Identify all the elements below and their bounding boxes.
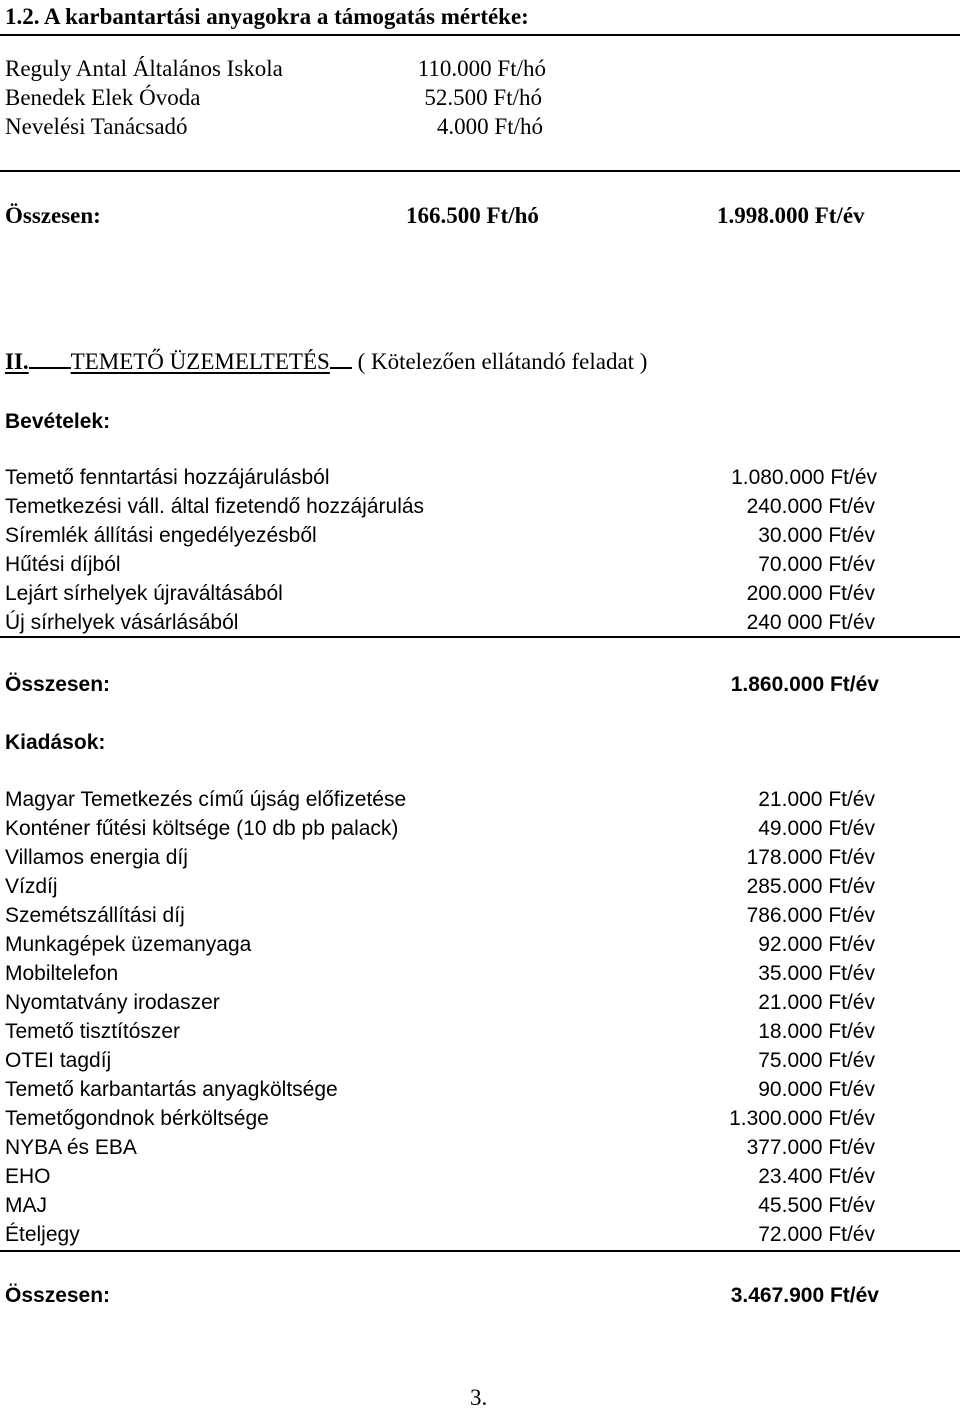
expense-value: 786.000 Ft/év: [746, 904, 875, 927]
income-label: Hűtési díjból: [5, 553, 121, 576]
expense-label: Vízdíj: [5, 875, 58, 898]
expense-value: 1.300.000 Ft/év: [729, 1107, 875, 1130]
expense-label: Magyar Temetkezés című újság előfizetése: [5, 788, 407, 811]
support-total-rule: [0, 170, 960, 172]
expense-label: MAJ: [5, 1194, 47, 1217]
expense-label: Szemétszállítási díj: [5, 904, 185, 927]
income-value: 70.000 Ft/év: [758, 553, 875, 576]
income-value: 200.000 Ft/év: [746, 582, 875, 605]
support-label: Benedek Elek Óvoda: [5, 85, 201, 110]
income-heading: Bevételek:: [5, 410, 111, 433]
income-value: 240.000 Ft/év: [746, 495, 875, 518]
support-label: Reguly Antal Általános Iskola: [5, 56, 283, 81]
expense-value: 21.000 Ft/év: [758, 991, 875, 1014]
expense-label: EHO: [5, 1165, 51, 1188]
expense-value: 72.000 Ft/év: [758, 1223, 875, 1246]
expense-value: 21.000 Ft/év: [758, 788, 875, 811]
income-label: Új sírhelyek vásárlásából: [5, 611, 239, 634]
expense-label: OTEI tagdíj: [5, 1049, 112, 1072]
support-total-month: 166.500 Ft/hó: [406, 203, 539, 228]
expense-total-value: 3.467.900 Ft/év: [730, 1284, 879, 1307]
expense-value: 178.000 Ft/év: [746, 846, 875, 869]
income-label: Temető fenntartási hozzájárulásból: [5, 466, 330, 489]
expense-label: Ételjegy: [5, 1223, 80, 1246]
cemetery-note: ( Kötelezően ellátandó feladat ): [357, 349, 648, 374]
expense-label: Konténer fűtési költsége (10 db pb palack): [5, 817, 399, 840]
cemetery-title: TEMETŐ ÜZEMELTETÉS: [70, 349, 330, 374]
cemetery-heading: [5, 347, 647, 376]
page-number: 3.: [470, 1385, 488, 1410]
expense-value: 75.000 Ft/év: [758, 1049, 875, 1072]
expense-label: Temető tisztítószer: [5, 1020, 181, 1043]
heading-underline-tail: [330, 347, 352, 369]
expense-label: NYBA és EBA: [5, 1136, 137, 1159]
income-label: Lejárt sírhelyek újraváltásából: [5, 582, 283, 605]
expense-label: Temetőgondnok bérköltsége: [5, 1107, 269, 1130]
expense-value: 285.000 Ft/év: [746, 875, 875, 898]
income-value: 30.000 Ft/év: [758, 524, 875, 547]
income-value: 240 000 Ft/év: [746, 611, 875, 634]
income-total-label: Összesen:: [5, 673, 111, 696]
expense-label: Mobiltelefon: [5, 962, 119, 985]
expense-value: 92.000 Ft/év: [758, 933, 875, 956]
income-value: 1.080.000 Ft/év: [731, 466, 877, 489]
support-total-label: Összesen:: [5, 203, 101, 228]
support-total-year: 1.998.000 Ft/év: [717, 203, 865, 228]
section-heading: 1.2. A karbantartási anyagokra a támogatás mértéke:: [5, 4, 529, 29]
expense-total-label: Összesen:: [5, 1284, 111, 1307]
support-value: 4.000 Ft/hó: [436, 114, 543, 139]
support-value: 52.500 Ft/hó: [424, 85, 542, 110]
expense-value: 45.500 Ft/év: [758, 1194, 875, 1217]
support-label: Nevelési Tanácsadó: [5, 114, 188, 139]
income-label: Síremlék állítási engedélyezésből: [5, 524, 317, 547]
cemetery-roman: II.: [5, 349, 29, 374]
expense-value: 18.000 Ft/év: [758, 1020, 875, 1043]
income-total-value: 1.860.000 Ft/év: [730, 673, 879, 696]
expense-label: Nyomtatvány irodaszer: [5, 991, 220, 1014]
support-value: 110.000 Ft/hó: [417, 56, 546, 81]
income-label: Temetkezési váll. által fizetendő hozzájárulás: [5, 495, 425, 518]
expense-value: 35.000 Ft/év: [758, 962, 875, 985]
income-total-rule: [0, 636, 960, 638]
expense-label: Munkagépek üzemanyaga: [5, 933, 252, 956]
expense-value: 377.000 Ft/év: [746, 1136, 875, 1159]
heading-underline-gap: [29, 347, 71, 369]
expense-heading: Kiadások:: [5, 731, 106, 754]
expense-value: 23.400 Ft/év: [758, 1165, 875, 1188]
expense-value: 49.000 Ft/év: [758, 817, 875, 840]
expense-label: Temető karbantartás anyagköltsége: [5, 1078, 338, 1101]
heading-rule: [0, 34, 960, 36]
expense-label: Villamos energia díj: [5, 846, 188, 869]
expense-value: 90.000 Ft/év: [758, 1078, 875, 1101]
expense-total-rule: [0, 1250, 960, 1252]
